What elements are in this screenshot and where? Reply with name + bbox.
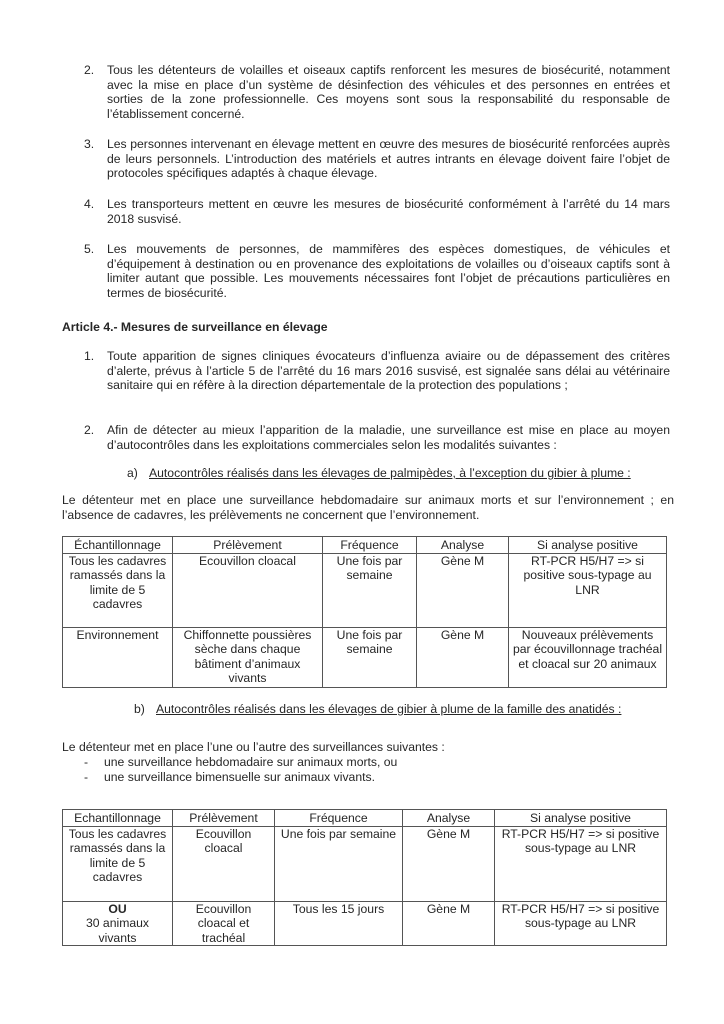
table-cell: RT-PCR H5/H7 => si positive sous-typage au LNR [495,826,667,901]
table-cell: Gène M [403,901,495,946]
or-label: OU [108,901,127,916]
section-b-intro: Le détenteur met en place l’une ou l’autre des surveillances suivantes : [62,740,445,754]
bullet-text: une surveillance bimensuelle sur animaux vivants. [104,770,375,784]
list-number: 4. [84,197,95,211]
section-title-text: Autocontrôles réalisés dans les élevages de gibier à plume de la famille des anatidés : [156,702,622,716]
table-row [63,826,667,901]
table-cell: Chiffonnette poussières sèche dans chaque bâtiment d’animaux vivants [173,627,323,687]
table-cell: Environnement [63,627,173,687]
column-header: Si analyse positive [509,537,667,554]
table-cell: RT-PCR H5/H7 => si positive sous-typage au LNR [509,553,667,627]
table-row [63,901,667,946]
column-header: Prélèvement [173,537,323,554]
table-cell: Gène M [417,627,509,687]
list-text: Les personnes intervenant en élevage mettent en œuvre des mesures de biosécurité renforcées auprès de leurs personnels. L’introduction des matériels et autres intrants en élevage doivent faire l’objet de protocoles spécifiques adaptés à chaque élevage. [107,137,670,181]
article-4-item-1 [84,349,670,393]
table-row [63,553,667,627]
table-cell: Une fois par semaine [275,826,403,901]
column-header: Analyse [417,537,509,554]
column-header: Fréquence [275,810,403,827]
list-number: 1. [84,349,95,363]
section-a-intro: Le détenteur met en place une surveillance hebdomadaire sur animaux morts et sur l’environnement ; en l’absence de cadavres, les prélèvements ne concernent que l’environnement. [62,493,674,522]
table-cell: Tous les cadavres ramassés dans la limite de 5 cadavres [63,826,173,901]
column-header: Fréquence [323,537,417,554]
list-number: 2. [84,423,95,437]
column-header: Échantillonnage [63,537,173,554]
list-text: Tous les détenteurs de volailles et oiseaux captifs renforcent les mesures de biosécurité, notamment avec la mise en place d’un système de désinfection des véhicules et des personnes en entrées et sorties de la zone professionnelle. Ces moyens sont sous la responsabilité du responsable de l’établissement concerné. [107,63,670,121]
list-text: Toute apparition de signes cliniques évocateurs d’influenza aviaire ou de dépassement des critères d’alerte, prévus à l’article 5 de l’arrêté du 16 mars 2016 susvisé, est signalée sans délai au vétérinaire sanitaire qui en réfère à la direction départementale de la protection des populations ; [107,349,670,393]
table-cell: Une fois par semaine [323,627,417,687]
table-cell: RT-PCR H5/H7 => si positive sous-typage au LNR [495,901,667,946]
table-anatides [62,809,667,946]
section-title-text: Autocontrôles réalisés dans les élevages de palmipèdes, à l’exception du gibier à plume : [149,466,631,480]
table-cell: Gène M [417,553,509,627]
list-item-5 [84,242,670,300]
table-cell: Nouveaux prélèvements par écouvillonnage trachéal et cloacal sur 20 animaux [509,627,667,687]
section-a-title [127,466,631,481]
list-text: Les mouvements de personnes, de mammifères des espèces domestiques, de véhicules et d’équipement à destination ou en provenance des exploitations de volailles ou d’oiseaux captifs sont à limiter autant que possible. Les mouvements nécessaires font l’objet de précautions particulières en termes de biosécurité. [107,242,670,300]
sampling-text: 30 animaux vivants [85,916,149,945]
list-number: 3. [84,137,95,151]
table-cell: Gène M [403,826,495,901]
table-header-row [63,810,667,827]
table-row [63,627,667,687]
list-text: Afin de détecter au mieux l’apparition de la maladie, une surveillance est mise en place au moyen d’autocontrôles dans les exploitations commerciales selon les modalités suivantes : [107,423,670,452]
table-cell: Ecouvillon cloacal [173,826,275,901]
section-label: a) [127,466,138,480]
section-label: b) [134,702,145,716]
article-4-item-2 [84,423,670,452]
column-header: Si analyse positive [495,810,667,827]
table-cell [63,901,173,946]
table-cell: Tous les 15 jours [275,901,403,946]
table-cell: Ecouvillon cloacal [173,553,323,627]
table-palmipedes [62,536,667,688]
bullet-item: - une surveillance hebdomadaire sur animaux morts, ou [84,755,398,769]
list-item-3 [84,137,670,181]
bullet-text: une surveillance hebdomadaire sur animaux morts, ou [104,755,398,769]
list-number: 2. [84,63,95,77]
column-header: Analyse [403,810,495,827]
list-item-2 [84,63,670,121]
list-number: 5. [84,242,95,256]
article-4-heading: Article 4.- Mesures de surveillance en élevage [62,320,328,334]
column-header: Echantillonnage [63,810,173,827]
table-cell: Tous les cadavres ramassés dans la limite de 5 cadavres [63,553,173,627]
table-cell: Une fois par semaine [323,553,417,627]
bullet-item: - une surveillance bimensuelle sur animaux vivants. [84,770,375,784]
table-cell: Ecouvillon cloacal et trachéal [173,901,275,946]
list-text: Les transporteurs mettent en œuvre les mesures de biosécurité conformément à l’arrêté du 14 mars 2018 susvisé. [107,197,670,226]
column-header: Prélèvement [173,810,275,827]
table-header-row [63,537,667,554]
list-item-4 [84,197,670,226]
section-b-title [134,702,621,717]
